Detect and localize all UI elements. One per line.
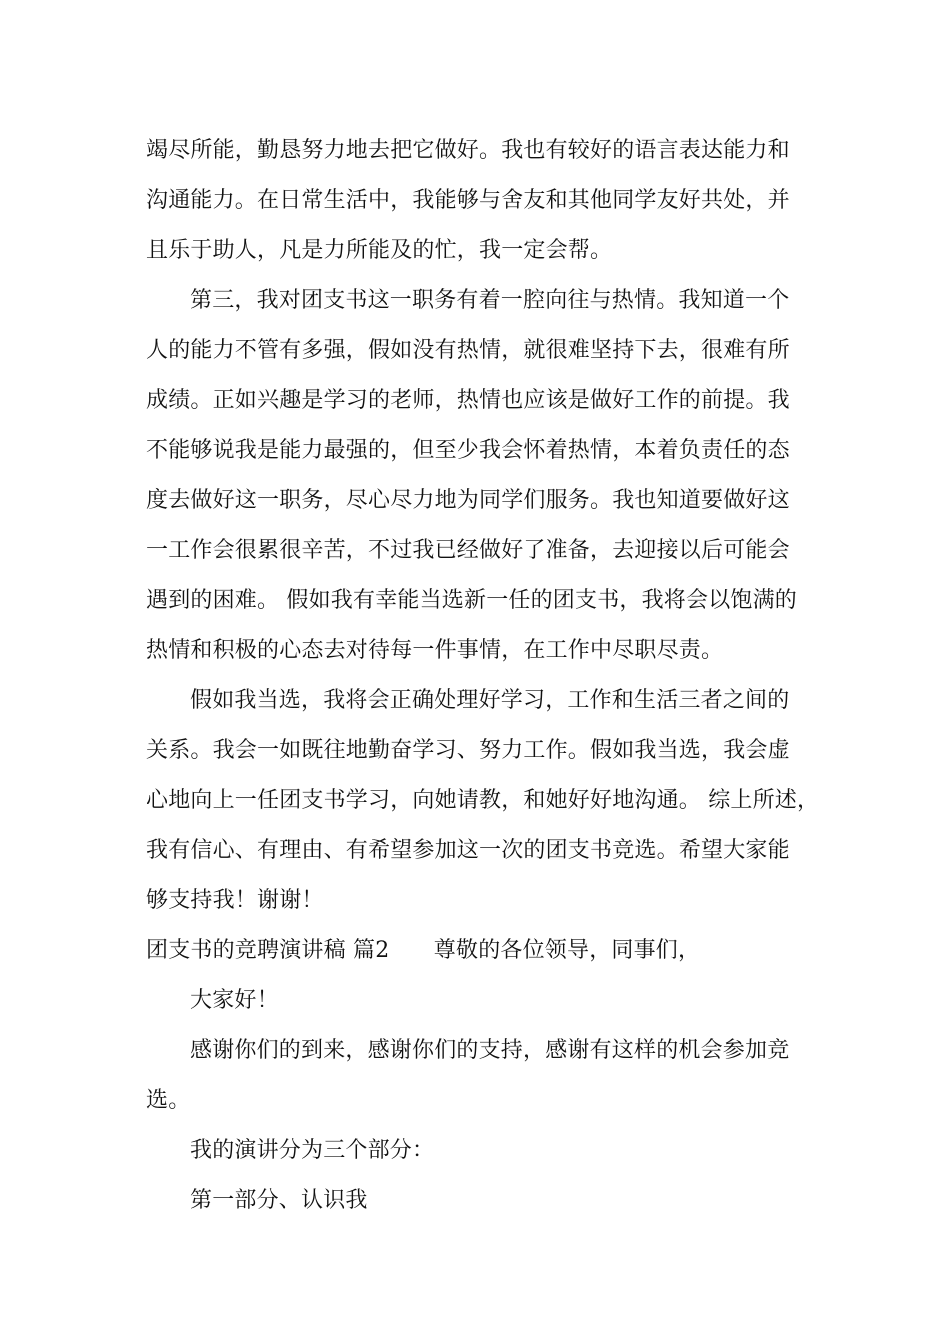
- text-line: 我有信心、有理由、有希望参加这一次的团支书竞选。希望大家能: [146, 838, 790, 863]
- paragraph-start: 我的演讲分为三个部分：: [190, 1138, 435, 1163]
- text-line: 成绩。正如兴趣是学习的老师，热情也应该是做好工作的前提。我: [146, 388, 790, 413]
- text-line: 度去做好这一职务，尽心尽力地为同学们服务。我也知道要做好这: [146, 488, 790, 513]
- text-line: 沟通能力。在日常生活中，我能够与舍友和其他同学友好共处，并: [146, 188, 790, 213]
- text-line: 一工作会很累很辛苦，不过我已经做好了准备，去迎接以后可能会: [146, 538, 790, 563]
- text-line: 不能够说我是能力最强的，但至少我会怀着热情，本着负责任的态: [146, 438, 790, 463]
- section-heading: 团支书的竞聘演讲稿 篇2 尊敬的各位领导，同事们，: [146, 938, 701, 963]
- text-line: 心地向上一任团支书学习，向她请教，和她好好地沟通。 综上所述，: [146, 788, 820, 813]
- paragraph-start: 第三，我对团支书这一职务有着一腔向往与热情。我知道一个: [190, 288, 790, 313]
- text-line: 关系。我会一如既往地勤奋学习、努力工作。假如我当选，我会虚: [146, 738, 790, 763]
- text-line: 遇到的困难。 假如我有幸能当选新一任的团支书，我将会以饱满的: [146, 588, 797, 613]
- text-line: 且乐于助人，凡是力所能及的忙，我一定会帮。: [146, 238, 613, 263]
- text-line: 热情和积极的心态去对待每一件事情，在工作中尽职尽责。: [146, 638, 724, 663]
- text-line: 够支持我！谢谢！: [146, 888, 324, 913]
- paragraph-start: 大家好！: [190, 988, 279, 1013]
- paragraph-start: 感谢你们的到来，感谢你们的支持，感谢有这样的机会参加竞: [190, 1038, 790, 1063]
- text-line: 人的能力不管有多强，假如没有热情，就很难坚持下去，很难有所: [146, 338, 790, 363]
- text-line: 选。: [146, 1088, 191, 1113]
- paragraph-start: 第一部分、认识我: [190, 1188, 368, 1213]
- text-line: 竭尽所能，勤恳努力地去把它做好。我也有较好的语言表达能力和: [146, 138, 790, 163]
- paragraph-start: 假如我当选，我将会正确处理好学习，工作和生活三者之间的: [190, 688, 790, 713]
